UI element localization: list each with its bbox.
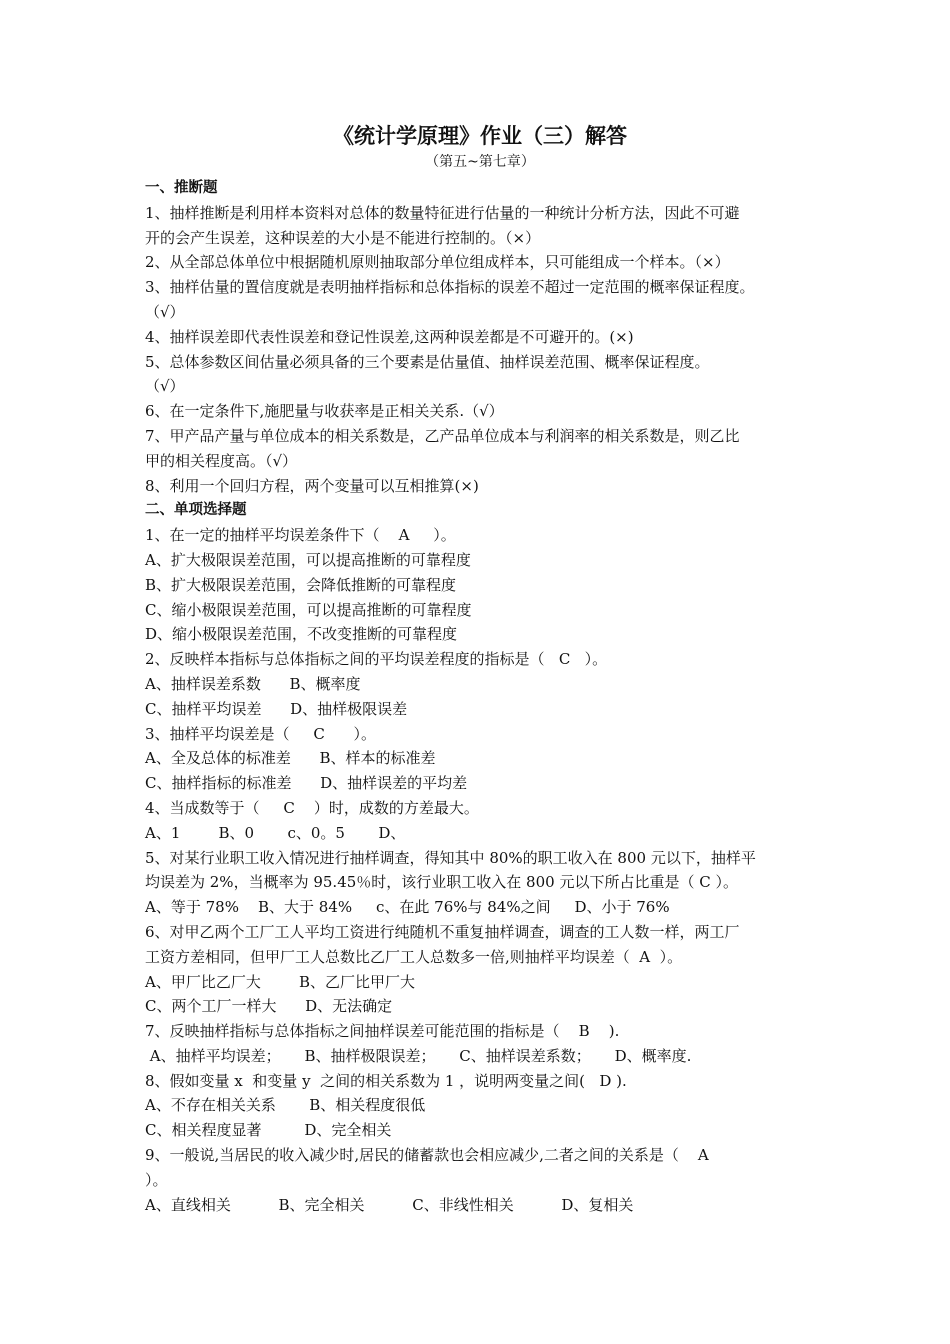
text-line: C、抽样平均误差 D、抽样极限误差 — [145, 699, 408, 718]
text-line: C、两个工厂一样大 D、无法确定 — [145, 997, 393, 1016]
text-line: 4、当成数等于（ C ）时，成数的方差最大。 — [145, 798, 479, 817]
text-line: 7、甲产品产量与单位成本的相关系数是，乙产品单位成本与利润率的相关系数是，则乙比 — [145, 426, 740, 445]
page-subtitle: （第五~第七章） — [425, 154, 535, 170]
text-line: 8、利用一个回归方程，两个变量可以互相推算(×) — [145, 476, 479, 495]
section-heading-judgment: 一、推断题 — [145, 180, 218, 196]
text-line: C、缩小极限误差范围，可以提高推断的可靠程度 — [145, 600, 472, 619]
text-line: （√） — [145, 302, 185, 321]
text-line: 8、假如变量 x 和变量 y 之间的相关系数为 1 ，说明两变量之间( D ). — [145, 1071, 627, 1090]
text-line: A、全及总体的标准差 B、样本的标准差 — [145, 749, 436, 768]
text-line: A、抽样误差系数 B、概率度 — [145, 674, 361, 693]
text-line: 1、抽样推断是利用样本资料对总体的数量特征进行估量的一种统计分析方法，因此不可避 — [145, 203, 740, 222]
text-line: 9、一般说,当居民的收入减少时,居民的储蓄款也会相应减少,二者之间的关系是（ A — [145, 1146, 709, 1165]
text-line: 工资方差相同，但甲厂工人总数比乙厂工人总数多一倍,则抽样平均误差（ A ）。 — [145, 947, 683, 966]
text-line: A、不存在相关关系 B、相关程度很低 — [145, 1096, 426, 1115]
text-line: 1、在一定的抽样平均误差条件下（ A ）。 — [145, 526, 456, 545]
text-line: 2、反映样本指标与总体指标之间的平均误差程度的指标是（ C ）。 — [145, 650, 608, 669]
text-line: 5、对某行业职工收入情况进行抽样调查，得知其中 80%的职工收入在 800 元以下，抽样平 — [145, 848, 756, 867]
text-line: C、相关程度显著 D、完全相关 — [145, 1121, 392, 1140]
judgment-questions — [145, 201, 815, 499]
text-line: 2、从全部总体单位中根据随机原则抽取部分单位组成样本，只可能组成一个样本。（×） — [145, 253, 730, 272]
text-line: 3、抽样平均误差是（ C ）。 — [145, 724, 376, 743]
text-line: ）。 — [145, 1170, 168, 1189]
text-line: 3、抽样估量的置信度就是表明抽样指标和总体指标的误差不超过一定范围的概率保证程度。 — [145, 278, 755, 297]
text-line: A、扩大极限误差范围，可以提高推断的可靠程度 — [145, 550, 471, 569]
text-line: 开的会产生误差，这种误差的大小是不能进行控制的。（×） — [145, 228, 541, 247]
text-line: A、甲厂比乙厂大 B、乙厂比甲厂大 — [145, 972, 416, 991]
text-line: A、等于 78% B、大于 84% c、在此 76%与 84%之间 D、小于 76% — [145, 898, 670, 917]
text-line: C、抽样指标的标准差 D、抽样误差的平均差 — [145, 774, 468, 793]
text-line: 6、在一定条件下,施肥量与收获率是正相关关系.（√） — [145, 402, 504, 421]
text-line: 5、总体参数区间估量必须具备的三个要素是估量值、抽样误差范围、概率保证程度。 — [145, 352, 710, 371]
text-line: A、1 B、0 c、0。5 D、 — [145, 823, 406, 842]
single-choice-questions — [145, 523, 815, 1217]
text-line: D、缩小极限误差范围，不改变推断的可靠程度 — [145, 625, 458, 644]
text-line: 6、对甲乙两个工厂工人平均工资进行纯随机不重复抽样调查，调查的工人数一样，两工厂 — [145, 922, 740, 941]
text-line: 4、抽样误差即代表性误差和登记性误差,这两种误差都是不可避开的。(×) — [145, 327, 634, 346]
text-line: （√） — [145, 377, 185, 396]
text-line: 均误差为 2%，当概率为 95.45％时，该行业职工收入在 800 元以下所占比重是（ C ）。 — [145, 873, 738, 892]
text-line: 甲的相关程度高。（√） — [145, 451, 298, 470]
document-page — [145, 120, 815, 1217]
page-title: 《统计学原理》作业（三）解答 — [333, 124, 627, 148]
text-line: A、直线相关 B、完全相关 C、非线性相关 D、复相关 — [145, 1195, 634, 1214]
text-line: A、抽样平均误差； B、抽样极限误差； C、抽样误差系数； D、概率度. — [145, 1046, 692, 1065]
text-line: 7、反映抽样指标与总体指标之间抽样误差可能范围的指标是（ B ). — [145, 1022, 620, 1041]
section-heading-single-choice: 二、单项选择题 — [145, 502, 247, 519]
text-line: B、扩大极限误差范围，会降低推断的可靠程度 — [145, 575, 457, 594]
